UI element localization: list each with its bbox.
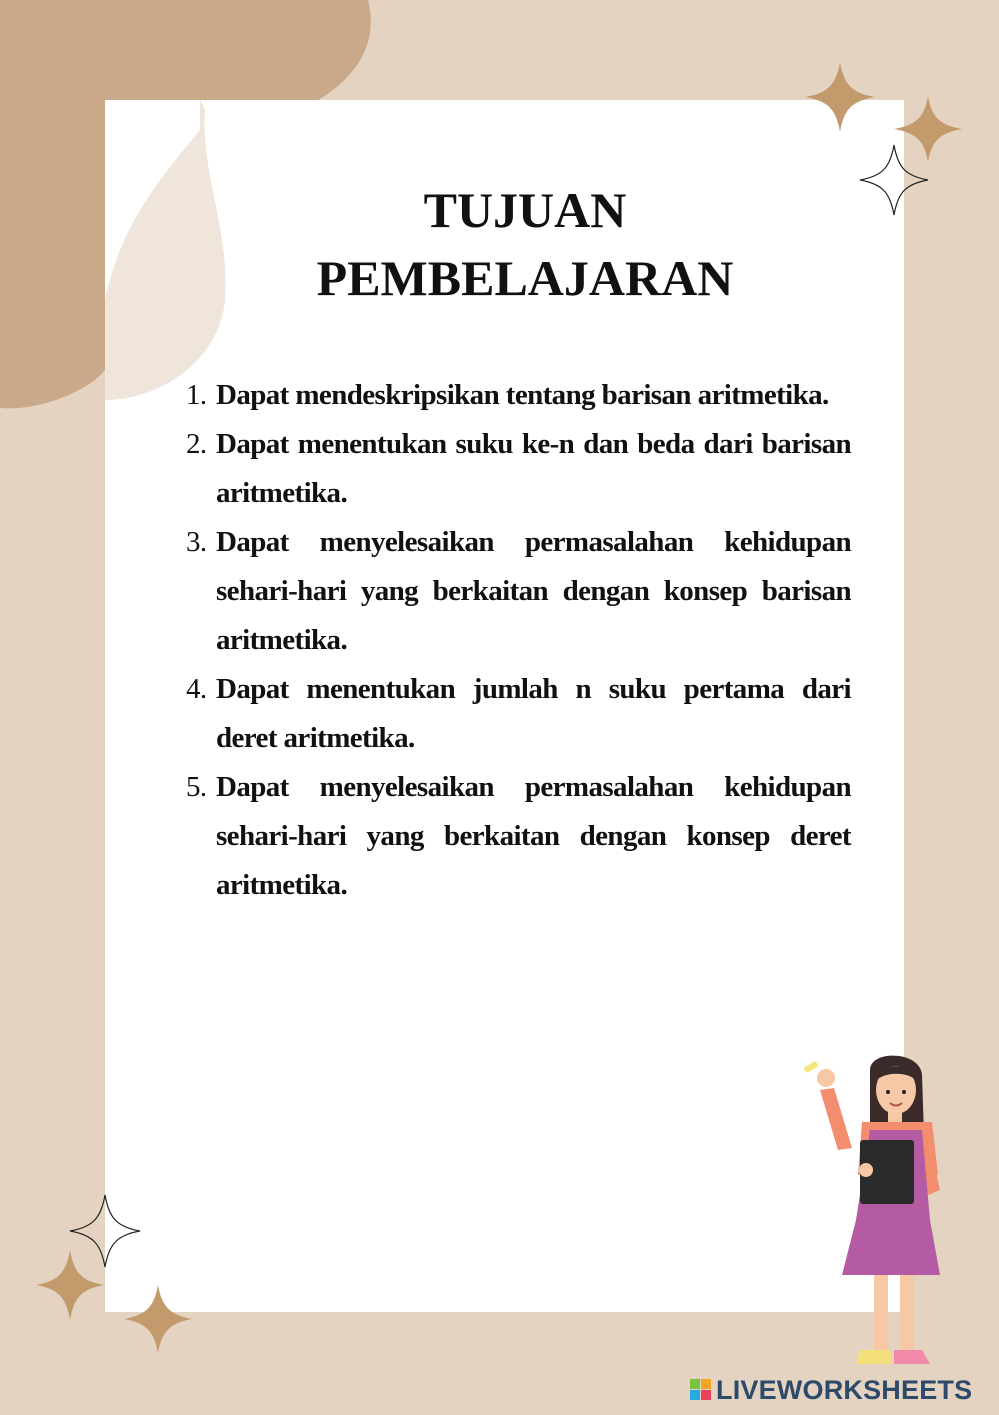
list-item (186, 665, 851, 763)
list-item-text: Dapat menentukan jumlah n suku pertama dari deret aritmetika. (216, 673, 851, 754)
list-item (186, 763, 851, 910)
liveworksheets-logo-icon (690, 1379, 712, 1401)
list-item (186, 420, 851, 518)
girl-teacher-illustration (790, 1050, 960, 1390)
learning-goals-list (186, 371, 851, 910)
list-item (186, 518, 851, 665)
list-item (186, 371, 851, 420)
list-item-number: 3. (186, 526, 207, 558)
list-item-text: Dapat menentukan suku ke-n dan beda dari barisan aritmetika. (216, 428, 851, 509)
list-item-text: Dapat menyelesaikan permasalahan kehidupan sehari-hari yang berkaitan dengan konsep deret aritmetika. (216, 771, 851, 901)
list-item-number: 5. (186, 771, 207, 803)
brand-name: LIVEWORKSHEETS (716, 1374, 973, 1405)
list-item-text: Dapat mendeskripsikan tentang barisan aritmetika. (216, 379, 829, 411)
title-line-2: PEMBELAJARAN (316, 250, 734, 306)
list-item-number: 2. (186, 428, 207, 460)
list-item-number: 1. (186, 379, 207, 411)
list-item-number: 4. (186, 673, 207, 705)
liveworksheets-footer (690, 1374, 972, 1406)
page-title (105, 176, 945, 312)
title-line-1: TUJUAN (423, 182, 627, 238)
list-item-text: Dapat menyelesaikan permasalahan kehidupan sehari-hari yang berkaitan dengan konsep barisan aritmetika. (216, 526, 851, 656)
